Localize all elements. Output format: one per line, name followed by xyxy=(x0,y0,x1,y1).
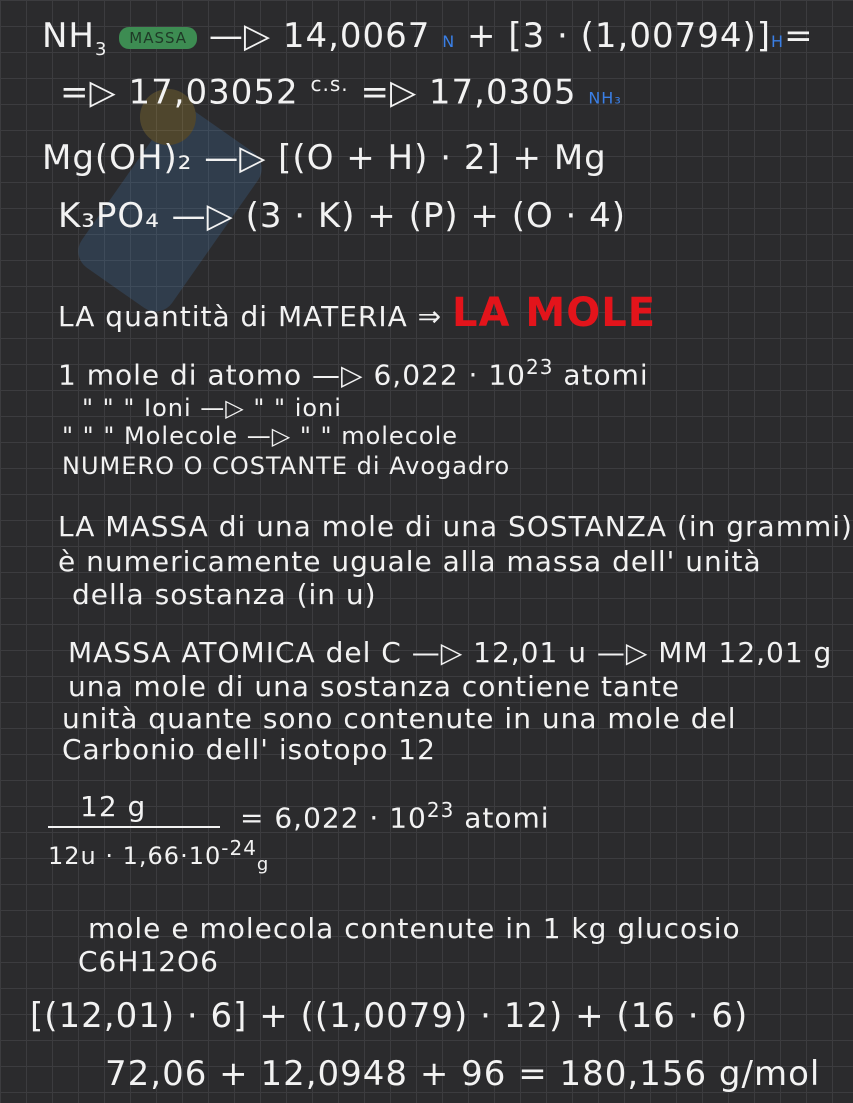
line-molecole: " " " Molecole —▷ " " molecole xyxy=(62,422,458,450)
line-sostanza-u: della sostanza (in u) xyxy=(72,578,377,611)
fraction-bar xyxy=(48,826,220,828)
line-quantita-materia: LA quantità di MATERIA ⇒ LA MOLE xyxy=(58,290,657,336)
fraction-result: = $6,022 \cdot 10^{23}$ atomi xyxy=(240,798,550,835)
line-massa-mole: LA MASSA di una mole di una SOSTANZA (in grammi) xyxy=(58,510,853,543)
line-glucosio: mole e molecola contenute in 1 kg glucosio xyxy=(88,912,741,945)
line-c6h12o6: C6H12O6 xyxy=(78,945,219,978)
line-mole-atomo: 1 mole di atomo —▷ $6,022 \cdot 10^{23}$ atomi xyxy=(58,355,649,392)
line-contiene: una mole di una sostanza contiene tante xyxy=(68,670,681,703)
line-numericamente: è numericamente uguale alla massa dell' unità xyxy=(58,545,762,578)
line-k3po4: K₃PO₄ —▷ (3 · K) + (P) + (O · 4) xyxy=(58,196,627,236)
line-carbonio: Carbonio dell' isotopo 12 xyxy=(62,733,436,766)
la-mole-heading: LA MOLE xyxy=(452,290,657,336)
line-ioni: " " " Ioni —▷ " " ioni xyxy=(82,394,342,422)
line-avogadro: NUMERO O COSTANTE di Avogadro xyxy=(62,452,511,480)
line-nh3-result: =▷ 17,03052 $^{c.s.}$ =▷ 17,0305 NH₃ xyxy=(60,72,622,113)
line-glucosio-calc: [(12,01) · 6] + ((1,0079) · 12) + (16 · 6) xyxy=(30,996,749,1036)
line-massa-atomica: MASSA ATOMICA del C —▷ 12,01 u —▷ MM 12,01 g xyxy=(68,636,833,669)
line-unita-quante: unità quante sono contenute in una mole del xyxy=(62,702,737,735)
massa-badge: MASSA xyxy=(119,27,197,49)
line-mgoh2: Mg(OH)₂ —▷ [(O + H) · 2] + Mg xyxy=(42,138,607,178)
fraction-denominator: $12u \cdot 1,66\cdot 10^{-24}_g$ xyxy=(48,836,270,875)
fraction-numerator: 12 g xyxy=(80,790,147,823)
line-nh3-mass: $NH_3$ MASSA —▷ 14,0067 N + [3 · (1,00794)]H= xyxy=(42,16,814,60)
line-glucosio-result: 72,06 + 12,0948 + 96 = 180,156 g/mol xyxy=(105,1054,821,1094)
